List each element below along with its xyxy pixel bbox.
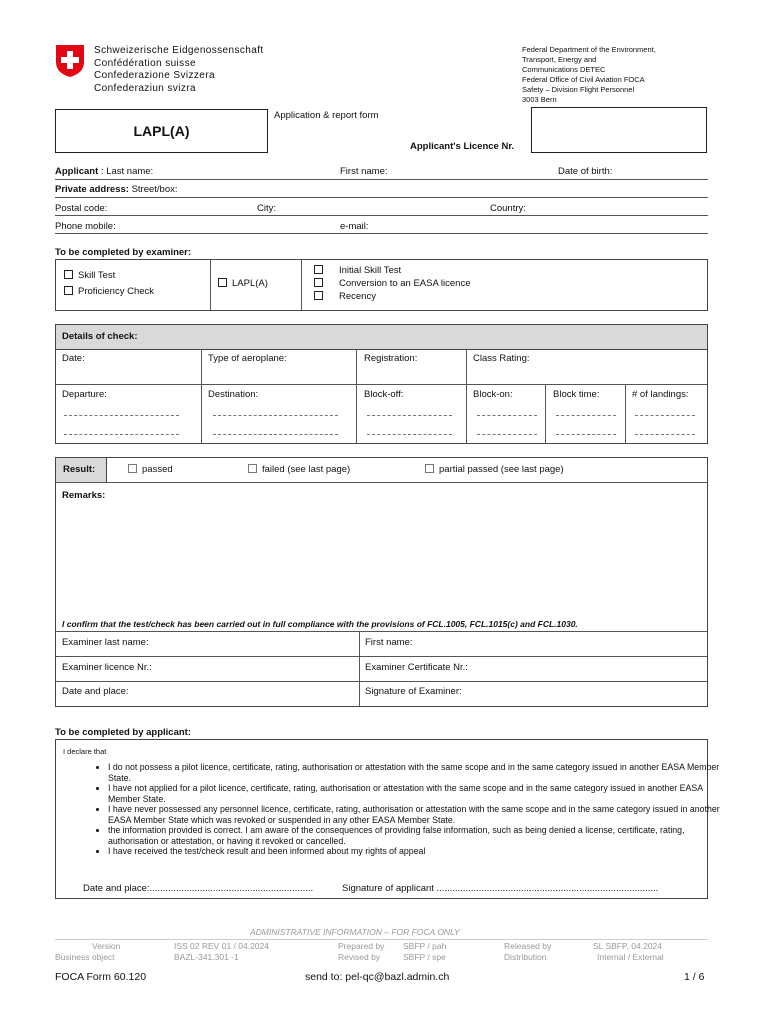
checkbox-icon xyxy=(218,278,227,287)
dept-line: Federal Office of Civil Aviation FOCA xyxy=(522,75,645,84)
org-names xyxy=(94,45,264,95)
landings-label: # of landings: xyxy=(632,389,689,400)
postal-label: Postal code: xyxy=(55,203,108,214)
admin-heading: ADMINISTRATIVE INFORMATION – FOR FOCA ONLY xyxy=(250,927,460,937)
email-label: e-mail: xyxy=(340,221,369,232)
declaration-item: • I have received the test/check result and been informed about my rights of appeal xyxy=(108,846,728,857)
lapl-label: LAPL(A) xyxy=(232,278,268,289)
type-label: Type of aeroplane: xyxy=(208,353,287,364)
skill-test-label: Skill Test xyxy=(78,270,116,281)
declaration-item: • I have never possessed any personnel licence, certificate, rating, authorisation or attestation with the same scope and in the same category issued in another EASA Member State which was revoked or suspended in any other EASA Member State. xyxy=(108,804,728,825)
destination-field-1[interactable] xyxy=(213,415,338,416)
declaration-item: • I do not possess a pilot licence, certificate, rating, authorisation or attestation with the same scope and in the same category issued in another EASA Member State. xyxy=(108,762,728,783)
dob-label: Date of birth: xyxy=(558,166,613,177)
recency-option[interactable] xyxy=(314,291,376,302)
proficiency-option[interactable] xyxy=(64,286,154,297)
org-name-fr: Confédération suisse xyxy=(94,57,196,69)
departure-field-1[interactable] xyxy=(64,415,179,416)
confirm-statement: I confirm that the test/check has been carried out in full compliance with the provisions of FCL.1005, FCL.1015(c) and FCL.1030. xyxy=(62,619,578,629)
last-name-label: : Last name: xyxy=(98,166,154,177)
phone-label: Phone mobile: xyxy=(55,221,116,232)
dept-line: Transport, Energy and xyxy=(522,55,597,64)
failed-label: failed (see last page) xyxy=(262,464,351,475)
examiner-licence-label: Examiner licence Nr.: xyxy=(62,662,152,673)
postal-line[interactable] xyxy=(55,215,708,216)
city-label: City: xyxy=(257,203,276,214)
checkbox-icon xyxy=(64,286,73,295)
applicant-signature[interactable]: Signature of applicant .................................................................................... xyxy=(342,883,659,894)
admin-distribution-label: Distribution xyxy=(504,952,547,962)
partial-option[interactable] xyxy=(425,464,564,475)
block-off-label: Block-off: xyxy=(364,389,404,400)
street-label: Street/box: xyxy=(128,184,178,195)
proficiency-label: Proficiency Check xyxy=(78,286,155,297)
dept-line: Communications DETEC xyxy=(522,65,606,74)
declaration-item: • the information provided is correct. I am aware of the consequences of providing false information, such as being denied a license, certificate, rating, authorisation or attestation, or having it revoked or cancelled. xyxy=(108,825,728,846)
dept-line: 3003 Bern xyxy=(522,95,557,104)
details-heading: Details of check: xyxy=(62,331,138,342)
department-block xyxy=(522,45,656,105)
examiner-cert-label: Examiner Certificate Nr.: xyxy=(365,662,468,673)
initial-option[interactable] xyxy=(314,265,401,276)
admin-version-label: Version xyxy=(92,941,121,951)
form-title: LAPL(A) xyxy=(133,123,190,139)
declaration-list xyxy=(68,762,728,857)
admin-business-label: Business object xyxy=(55,952,115,962)
details-table xyxy=(55,324,708,444)
phone-line[interactable] xyxy=(55,233,708,234)
remarks-field[interactable] xyxy=(60,505,700,615)
block-off-field-2[interactable] xyxy=(367,434,452,435)
footer-page-number: 1 / 6 xyxy=(684,971,705,983)
address-row xyxy=(55,184,178,195)
admin-sl: SL SBFP, 04.2024 xyxy=(593,941,662,951)
org-name-de: Schweizerische Eidgenossenschaft xyxy=(94,45,264,56)
block-on-label: Block-on: xyxy=(473,389,513,400)
registration-label: Registration: xyxy=(364,353,418,364)
landings-field-1[interactable] xyxy=(635,415,695,416)
failed-option[interactable] xyxy=(248,464,350,475)
org-name-it: Confederazione Svizzera xyxy=(94,70,215,81)
examiner-heading: To be completed by examiner: xyxy=(55,247,192,258)
checkbox-icon xyxy=(248,464,257,473)
examiner-first-name-label: First name: xyxy=(365,637,413,648)
admin-released-label: Released by xyxy=(504,941,552,951)
block-time-field-2[interactable] xyxy=(556,434,616,435)
dept-line: Federal Department of the Environment, xyxy=(522,45,656,54)
examiner-signature-label: Signature of Examiner: xyxy=(365,686,462,697)
checkbox-icon xyxy=(128,464,137,473)
skill-test-option[interactable] xyxy=(64,270,115,281)
form-subtitle: Application & report form xyxy=(274,110,379,121)
applicant-row xyxy=(55,166,153,177)
block-on-field-2[interactable] xyxy=(477,434,537,435)
admin-internal: Internal / External xyxy=(597,952,664,962)
landings-field-2[interactable] xyxy=(635,434,695,435)
admin-iss: ISS 02 REV 01 / 04.2024 xyxy=(174,941,269,951)
block-on-field-1[interactable] xyxy=(477,415,537,416)
admin-prepared-value: SBFP / pah xyxy=(403,941,447,951)
destination-field-2[interactable] xyxy=(213,434,338,435)
result-label: Result: xyxy=(63,464,96,475)
initial-label: Initial Skill Test xyxy=(339,265,402,276)
checkbox-icon xyxy=(314,265,323,274)
passed-label: passed xyxy=(142,464,173,475)
address-line[interactable] xyxy=(55,197,708,198)
destination-label: Destination: xyxy=(208,389,259,400)
passed-option[interactable] xyxy=(128,464,173,475)
form-title-box xyxy=(55,109,268,153)
checkbox-icon xyxy=(425,464,434,473)
first-name-label: First name: xyxy=(340,166,388,177)
examiner-last-name-label: Examiner last name: xyxy=(62,637,149,648)
checkbox-icon xyxy=(314,278,323,287)
conversion-label: Conversion to an EASA licence xyxy=(339,278,471,289)
licence-number-field[interactable] xyxy=(531,107,707,153)
block-time-label: Block time: xyxy=(553,389,600,400)
block-time-field-1[interactable] xyxy=(556,415,616,416)
admin-bazl: BAZL-341.301 -1 xyxy=(174,952,239,962)
country-label: Country: xyxy=(490,203,526,214)
licence-label: Applicant's Licence Nr. xyxy=(410,141,515,152)
remarks-label: Remarks: xyxy=(62,490,106,501)
details-header xyxy=(56,325,707,350)
departure-field-2[interactable] xyxy=(64,434,179,435)
swiss-coat-of-arms-icon xyxy=(55,44,85,78)
checkbox-icon xyxy=(314,291,323,300)
declare-label: I declare that xyxy=(63,747,107,756)
org-name-rm: Confederaziun svizra xyxy=(94,82,196,94)
date-label: Date: xyxy=(62,353,85,364)
examiner-date-place-label: Date and place: xyxy=(62,686,129,697)
dept-line: Safety – Division Flight Personnel xyxy=(522,85,635,94)
class-rating-label: Class Rating: xyxy=(473,353,530,364)
applicant-date-place[interactable]: Date and place:.............................................................. xyxy=(83,883,314,894)
admin-revised-label: Revised by xyxy=(338,952,381,962)
conversion-option[interactable] xyxy=(314,278,471,289)
admin-prepared-label: Prepared by xyxy=(338,941,385,951)
private-address-label: Private address: xyxy=(55,184,129,195)
footer-send-to[interactable]: send to: pel-qc@bazl.admin.ch xyxy=(305,971,450,983)
footer-form-number: FOCA Form 60.120 xyxy=(55,971,147,983)
partial-label: partial passed (see last page) xyxy=(439,464,564,475)
lapl-option[interactable] xyxy=(218,278,268,289)
recency-label: Recency xyxy=(339,291,376,302)
applicant-line[interactable] xyxy=(55,179,708,180)
admin-revised-value: SBFP / spe xyxy=(403,952,446,962)
applicant-heading: To be completed by applicant: xyxy=(55,727,192,738)
checkbox-icon xyxy=(64,270,73,279)
departure-label: Departure: xyxy=(62,389,107,400)
block-off-field-1[interactable] xyxy=(367,415,452,416)
applicant-label: Applicant xyxy=(55,166,99,177)
declaration-item: • I have not applied for a pilot licence, certificate, rating, authorisation or attestation with the same scope and in the same category issued in another EASA Member State. xyxy=(108,783,728,804)
